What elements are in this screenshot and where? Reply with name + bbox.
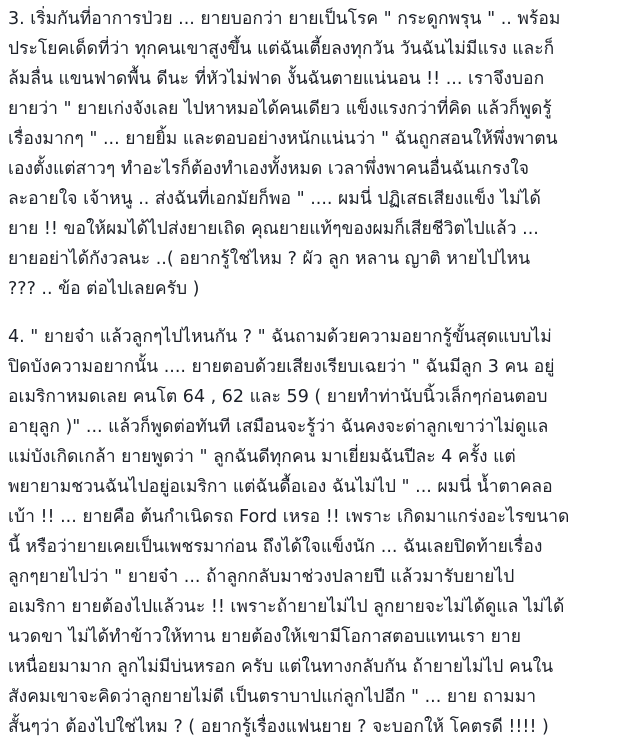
paragraph-4 xyxy=(8,322,630,742)
text-line: 3. เริ่มกันที่อาการป่วย ... ยายบอกว่า ยายเป็นโรค " กระดูกพรุน " .. พร้อม xyxy=(8,9,561,29)
text-line: แม่บังเกิดเกล้า ยายพูดว่า " ลูกฉันดีทุกคน มาเยี่ยมฉันปีละ 4 ครั้ง แต่ xyxy=(8,447,516,467)
text-line: อเมริกาหมดเลย คนโต 64 , 62 และ 59 ( ยายทำท่านับนิ้วเล็กๆก่อนตอบ xyxy=(8,387,548,407)
text-line: ยายอย่าได้กังวลนะ ..( อยากรู้ใช่ไหม ? ผัว ลูก หลาน ญาติ หายไปไหน xyxy=(8,249,531,269)
text-line: เหนื่อยมามาก ลูกไม่มีบ่นหรอก ครับ แต่ในทางกลับกัน ถ้ายายไม่ไป คนใน xyxy=(8,657,554,677)
text-line: พยายามชวนฉันไปอยู่อเมริกา แต่ฉันดื้อเอง ฉันไม่ไป " ... ผมนี่ น้ำตาคลอ xyxy=(8,477,553,497)
text-line: นี้ หรือว่ายายเคยเป็นเพชรมาก่อน ถึงได้ใจแข็งนัก ... ฉันเลยปิดท้ายเรื่อง xyxy=(8,537,543,557)
text-line: สังคมเขาจะคิดว่าลูกยายไม่ดี เป็นตราบาปแก่ลูกไปอีก " ... ยาย ถามมา xyxy=(8,687,537,707)
text-line: เรื่องมากๆ " ... ยายยิ้ม และตอบอย่างหนักแน่นว่า " ฉันถูกสอนให้พึ่งพาตน xyxy=(8,129,558,149)
text-line: ปิดบังความอยากนั้น .... ยายตอบด้วยเสียงเรียบเฉยว่า " ฉันมีลูก 3 คน อยู่ xyxy=(8,357,555,377)
text-line: เบ้า !! ... ยายคือ ต้นกำเนิดรถ Ford เหรอ !! เพราะ เกิดมาแกร่งอะไรขนาด xyxy=(8,507,570,527)
text-line: อเมริกา ยายต้องไปแล้วนะ !! เพราะถ้ายายไม่ไป ลูกยายจะไม่ได้ดูแล ไม่ได้ xyxy=(8,597,565,617)
text-line: ยาย !! ขอให้ผมได้ไปส่งยายเถิด คุณยายแท้ๆของผมก็เสียชีวิตไปแล้ว ... xyxy=(8,219,539,239)
text-line: ล้มลื่น แขนฟาดพื้น ดีนะ ที่หัวไม่ฟาด งั้นฉันตายแน่นอน !! ... เราจึงบอก xyxy=(8,69,545,89)
text-line: ละอายใจ เจ้าหนู .. ส่งฉันที่เอกมัยก็พอ " .... ผมนี่ ปฏิเสธเสียงแข็ง ไม่ได้ xyxy=(8,189,541,209)
text-line: ยายว่า " ยายเก่งจังเลย ไปหาหมอได้คนเดียว แข็งแรงกว่าที่คิด แล้วก็พูดรู้ xyxy=(8,99,552,119)
text-line: เองตั้งแต่สาวๆ ทำอะไรก็ต้องทำเองทั้งหมด เวลาพึ่งพาคนอื่นฉันเกรงใจ xyxy=(8,159,530,179)
text-line: ประโยคเด็ดที่ว่า ทุกคนเขาสูงขึ้น แต่ฉันเตี้ยลงทุกวัน วันฉันไม่มีแรง และก็ xyxy=(8,39,555,59)
text-line: 4. " ยายจ๋า แล้วลูกๆไปไหนกัน ? " ฉันถามด้วยความอยากรู้ขั้นสุดแบบไม่ xyxy=(8,327,552,347)
text-line: สั้นๆว่า ต้องไปใช่ไหม ? ( อยากรู้เรื่องแฟนยาย ? จะบอกให้ โคตรดี !!!! ) xyxy=(8,717,549,737)
post-body xyxy=(8,4,630,742)
text-line: ??? .. ข้อ ต่อไปเลยครับ ) xyxy=(8,279,200,299)
paragraph-3 xyxy=(8,4,630,304)
text-line: อายุลูก )" ... แล้วก็พูดต่อทันที เสมือนจะรู้ว่า ฉันคงจะด่าลูกเขาว่าไม่ดูแล xyxy=(8,417,549,437)
text-line: นวดขา ไม่ได้ทำข้าวให้ทาน ยายต้องให้เขามีโอกาสตอบแทนเรา ยาย xyxy=(8,627,521,647)
text-line: ลูกๆยายไปว่า " ยายจ๋า ... ถ้าลูกกลับมาช่วงปลายปี แล้วมารับยายไป xyxy=(8,567,515,587)
